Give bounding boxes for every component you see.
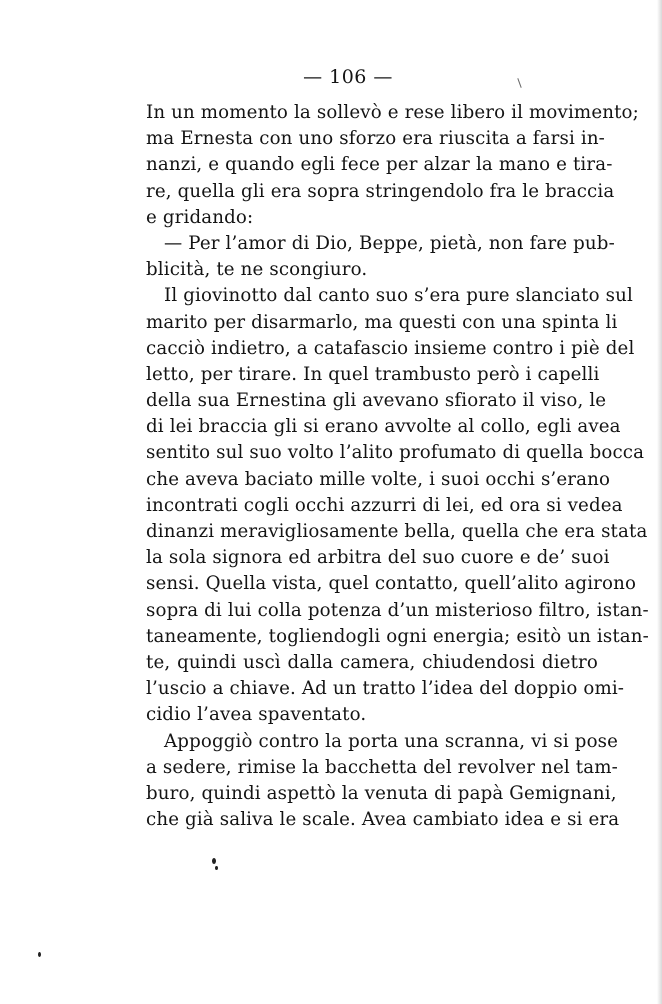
print-speck [212,858,216,864]
text-line: della sua Ernestina gli avevano sfiorato il viso, le [146,390,607,412]
text-line: buro, quindi aspettò la venuta di papà Gemignani, [146,782,617,804]
text-line: sopra di lui colla potenza d’un misterioso filtro, istan- [146,599,649,621]
text-line: cacciò indietro, a catafascio insieme contro i piè del [146,337,635,359]
text-line: taneamente, togliendogli ogni energia; esitò un istan- [146,625,649,647]
text-line: re, quella gli era sopra stringendolo fra le braccia [146,180,615,202]
text-line: marito per disarmarlo, ma questi con una spinta li [146,311,618,333]
text-line: la sola signora ed arbitra del suo cuore e de’ suoi [146,547,610,569]
text-line: a sedere, rimise la bacchetta del revolver nel tam- [146,756,618,778]
text-line: sentito sul suo volto l’alito profumato di quella bocca [146,442,645,464]
text-line: sensi. Quella vista, quel contatto, quell’alito agirono [146,573,637,595]
text-line: l’uscio a chiave. Ad un tratto l’idea del doppio omi- [146,678,625,700]
text-line: di lei braccia gli si erano avvolte al collo, egli avea [146,416,621,438]
print-speck [215,866,218,870]
text-line: che già saliva le scale. Avea cambiato idea e si era [146,809,620,831]
page-number: — 106 — [303,66,393,88]
text-line: cidio l’avea spaventato. [146,704,367,726]
text-line: dinanzi meravigliosamente bella, quella che era stata [146,521,648,542]
text-line: incontrati cogli occhi azzurri di lei, ed ora si vedea [146,494,623,516]
print-speck [38,952,41,957]
text-line: te, quindi uscì dalla camera, chiudendosi dietro [146,651,598,673]
text-line: letto, per tirare. In quel trambusto però i capelli [146,363,600,385]
text-line: — Per l’amor di Dio, Beppe, pietà, non fare pub- [164,232,615,254]
text-line: In un momento la sollevò e rese libero il movimento; [146,102,639,123]
body-text [146,100,649,833]
text-line: che aveva baciato mille volte, i suoi occhi s’erano [146,468,611,490]
page-number-header [0,66,662,88]
text-line: Il giovinotto dal canto suo s’era pure slanciato sul [164,285,633,307]
text-line: Appoggiò contro la porta una scranna, vi si pose [164,730,619,752]
text-line: nanzi, e quando egli fece per alzar la mano e tira- [146,154,613,176]
text-line: blicità, te ne scongiuro. [146,259,368,281]
text-line: ma Ernesta con uno sforzo era riuscita a farsi in- [146,128,605,150]
page-edge-shadow [657,0,662,1004]
text-line: e gridando: [146,206,254,228]
